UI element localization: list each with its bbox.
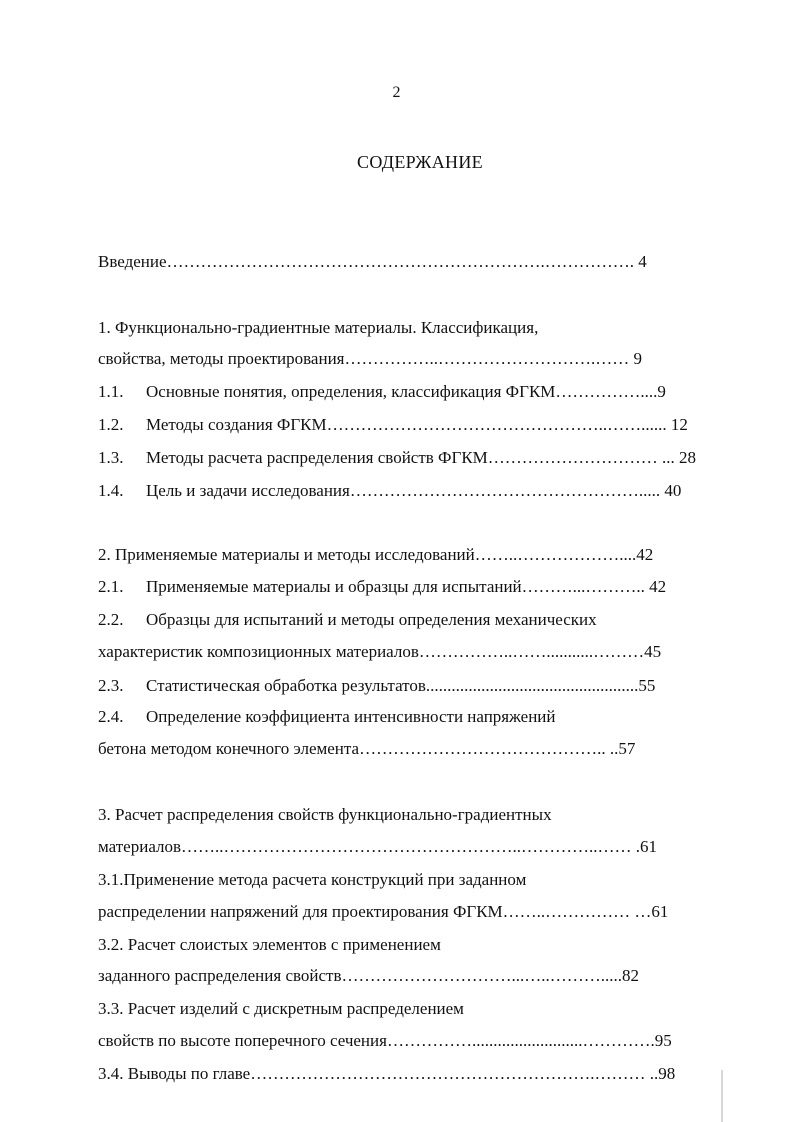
toc-section-number: 2.3. xyxy=(98,676,124,695)
toc-section-number: 1.1. xyxy=(98,382,124,401)
toc-section-number: 1.4. xyxy=(98,481,124,500)
toc-section-1-4: Цель и задачи исследования……………………………………………..... 40 xyxy=(146,481,682,500)
scan-edge-artifact xyxy=(721,1070,723,1122)
toc-entry-intro: Введение………………………………………………………….……………. 4 xyxy=(98,252,647,271)
toc-section-3-3-cont: свойств по высоте поперечного сечения……………..........................………….95 xyxy=(98,1031,672,1050)
toc-section-2-3: Статистическая обработка результатов..................................................55 xyxy=(146,676,656,695)
toc-section-1-1: Основные понятия, определения, классификация ФГКМ……………....9 xyxy=(146,382,666,401)
toc-section-2-2: Образцы для испытаний и методы определения механических xyxy=(146,610,597,629)
toc-section-3-2: 3.2. Расчет слоистых элементов с применением xyxy=(98,935,441,954)
toc-chapter-1-title-cont: свойства, методы проектирования……………..……………………….…… 9 xyxy=(98,349,642,368)
toc-section-3-1-cont: распределении напряжений для проектирования ФГКМ……..…………… …61 xyxy=(98,902,669,921)
toc-section-3-2-cont: заданного распределения свойств…………………………...…..……….....82 xyxy=(98,966,640,985)
toc-section-number: 2.2. xyxy=(98,610,124,629)
toc-chapter-3-title: 3. Расчет распределения свойств функционально-градиентных xyxy=(98,805,552,824)
toc-section-2-4-cont: бетона методом конечного элемента…………………………………….. ..57 xyxy=(98,739,636,758)
toc-section-3-1: 3.1.Применение метода расчета конструкций при заданном xyxy=(98,870,527,889)
toc-section-2-1: Применяемые материалы и образцы для испытаний………...……….. 42 xyxy=(146,577,667,596)
toc-section-1-3: Методы расчета распределения свойств ФГКМ………………………… ... 28 xyxy=(146,448,697,467)
toc-section-1-2: Методы создания ФГКМ…………………………………………..……...... 12 xyxy=(146,415,688,434)
toc-section-3-3: 3.3. Расчет изделий с дискретным распределением xyxy=(98,999,464,1018)
toc-chapter-2-title: 2. Применяемые материалы и методы исследований……..………………....42 xyxy=(98,545,654,564)
toc-section-2-2-cont: характеристик композиционных материалов……………..……...........………45 xyxy=(98,642,662,661)
toc-section-number: 2.4. xyxy=(98,707,124,726)
page-title: СОДЕРЖАНИЕ xyxy=(357,152,483,172)
toc-section-3-4: 3.4. Выводы по главе…………………………………………………….……… ..98 xyxy=(98,1064,676,1083)
toc-section-number: 1.3. xyxy=(98,448,124,467)
page-number: 2 xyxy=(392,84,401,101)
toc-chapter-3-title-cont: материалов……..……………………………………………..…………..…… .61 xyxy=(98,837,658,856)
toc-chapter-1-title: 1. Функционально-градиентные материалы. Классификация, xyxy=(98,318,539,337)
toc-section-2-4: Определение коэффициента интенсивности напряжений xyxy=(146,707,556,726)
toc-section-number: 1.2. xyxy=(98,415,124,434)
toc-section-number: 2.1. xyxy=(98,577,124,596)
